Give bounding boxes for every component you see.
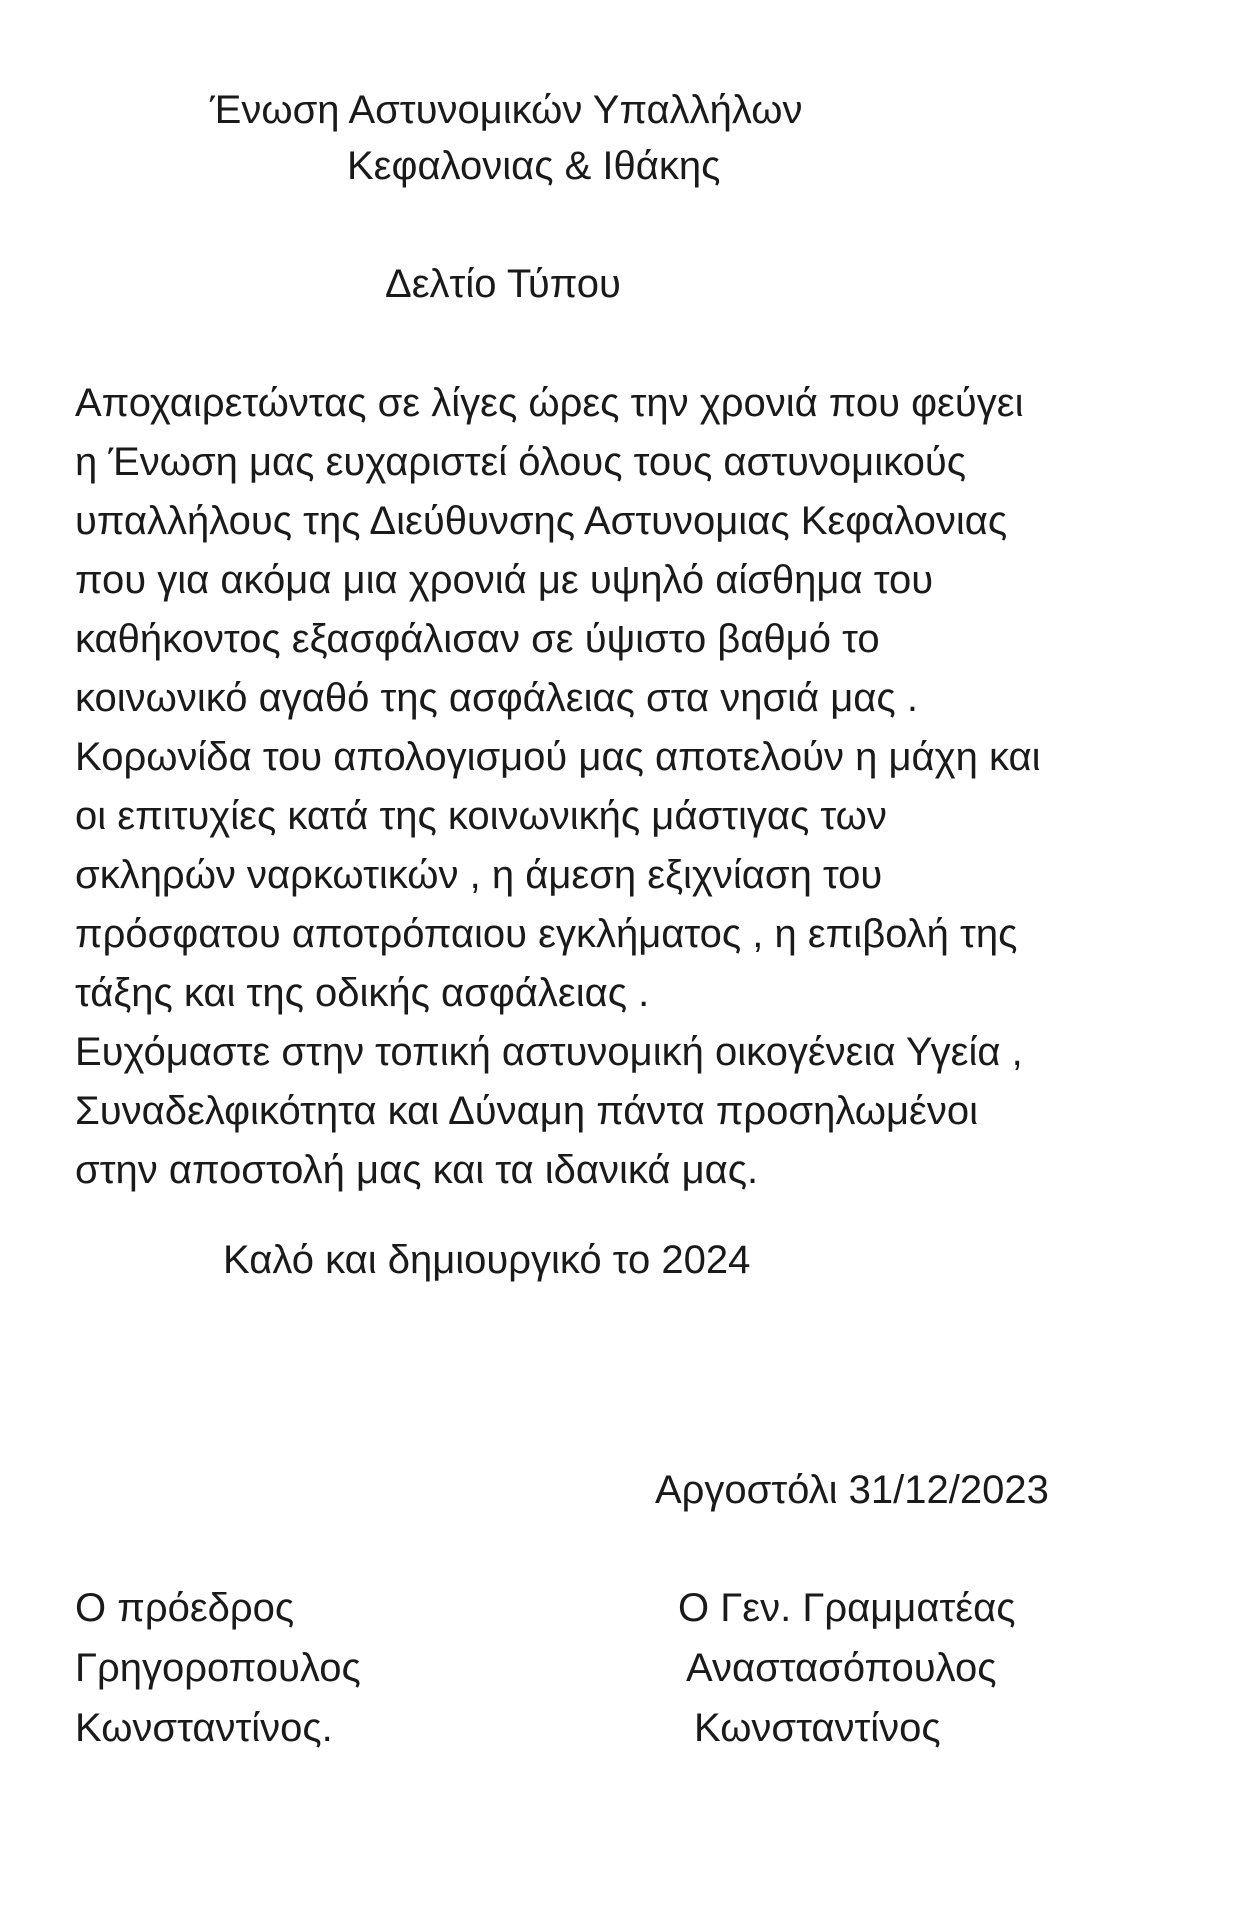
body-line: οι επιτυχίες κατά της κοινωνικής μάστιγας των <box>75 794 887 838</box>
signature-right-surname: Αναστασόπουλος <box>686 1646 997 1690</box>
organization-region: Κεφαλονιας & Ιθάκης <box>347 144 721 188</box>
body-line: τάξης και της οδικής ασφάλειας . <box>75 971 650 1015</box>
signature-right-role: Ο Γεν. Γραμματέας <box>678 1586 1016 1630</box>
signature-right-given-name: Κωνσταντίνος <box>694 1706 941 1750</box>
body-line: Κορωνίδα του απολογισμού μας αποτελούν η μάχη και <box>75 735 1041 779</box>
body-line: Ευχόμαστε στην τοπική αστυνομική οικογένεια Υγεία , <box>75 1030 1023 1074</box>
signature-left-role: Ο πρόεδρος <box>75 1586 295 1630</box>
press-release-body <box>75 374 1041 1200</box>
closing-wish: Καλό και δημιουργικό το 2024 <box>223 1238 751 1282</box>
signature-left-given-name: Κωνσταντίνος. <box>75 1706 333 1750</box>
body-line: πρόσφατου αποτρόπαιου εγκλήματος , η επιβολή της <box>75 912 1018 956</box>
signature-left-surname: Γρηγοροπουλος <box>75 1646 361 1690</box>
body-line: Αποχαιρετώντας σε λίγες ώρες την χρονιά που φεύγει <box>75 381 1024 425</box>
organization-name: Ένωση Αστυνομικών Υπαλλήλων <box>210 88 803 132</box>
body-line: η Ένωση μας ευχαριστεί όλους τους αστυνομικούς <box>75 440 966 484</box>
body-line: σκληρών ναρκωτικών , η άμεση εξιχνίαση του <box>75 853 883 897</box>
place-and-date: Αργοστόλι 31/12/2023 <box>655 1468 1049 1512</box>
document-title: Δελτίο Τύπου <box>385 262 621 306</box>
body-line: που για ακόμα μια χρονιά με υψηλό αίσθημα του <box>75 558 934 602</box>
body-line: Συναδελφικότητα και Δύναμη πάντα προσηλωμένοι <box>75 1089 978 1133</box>
body-line: στην αποστολή μας και τα ιδανικά μας. <box>75 1148 759 1192</box>
body-line: καθήκοντος εξασφάλισαν σε ύψιστο βαθμό το <box>75 617 880 661</box>
body-line: κοινωνικό αγαθό της ασφάλειας στα νησιά μας . <box>75 676 918 720</box>
body-line: υπαλλήλους της Διεύθυνσης Αστυνομιας Κεφαλονιας <box>75 499 1008 543</box>
